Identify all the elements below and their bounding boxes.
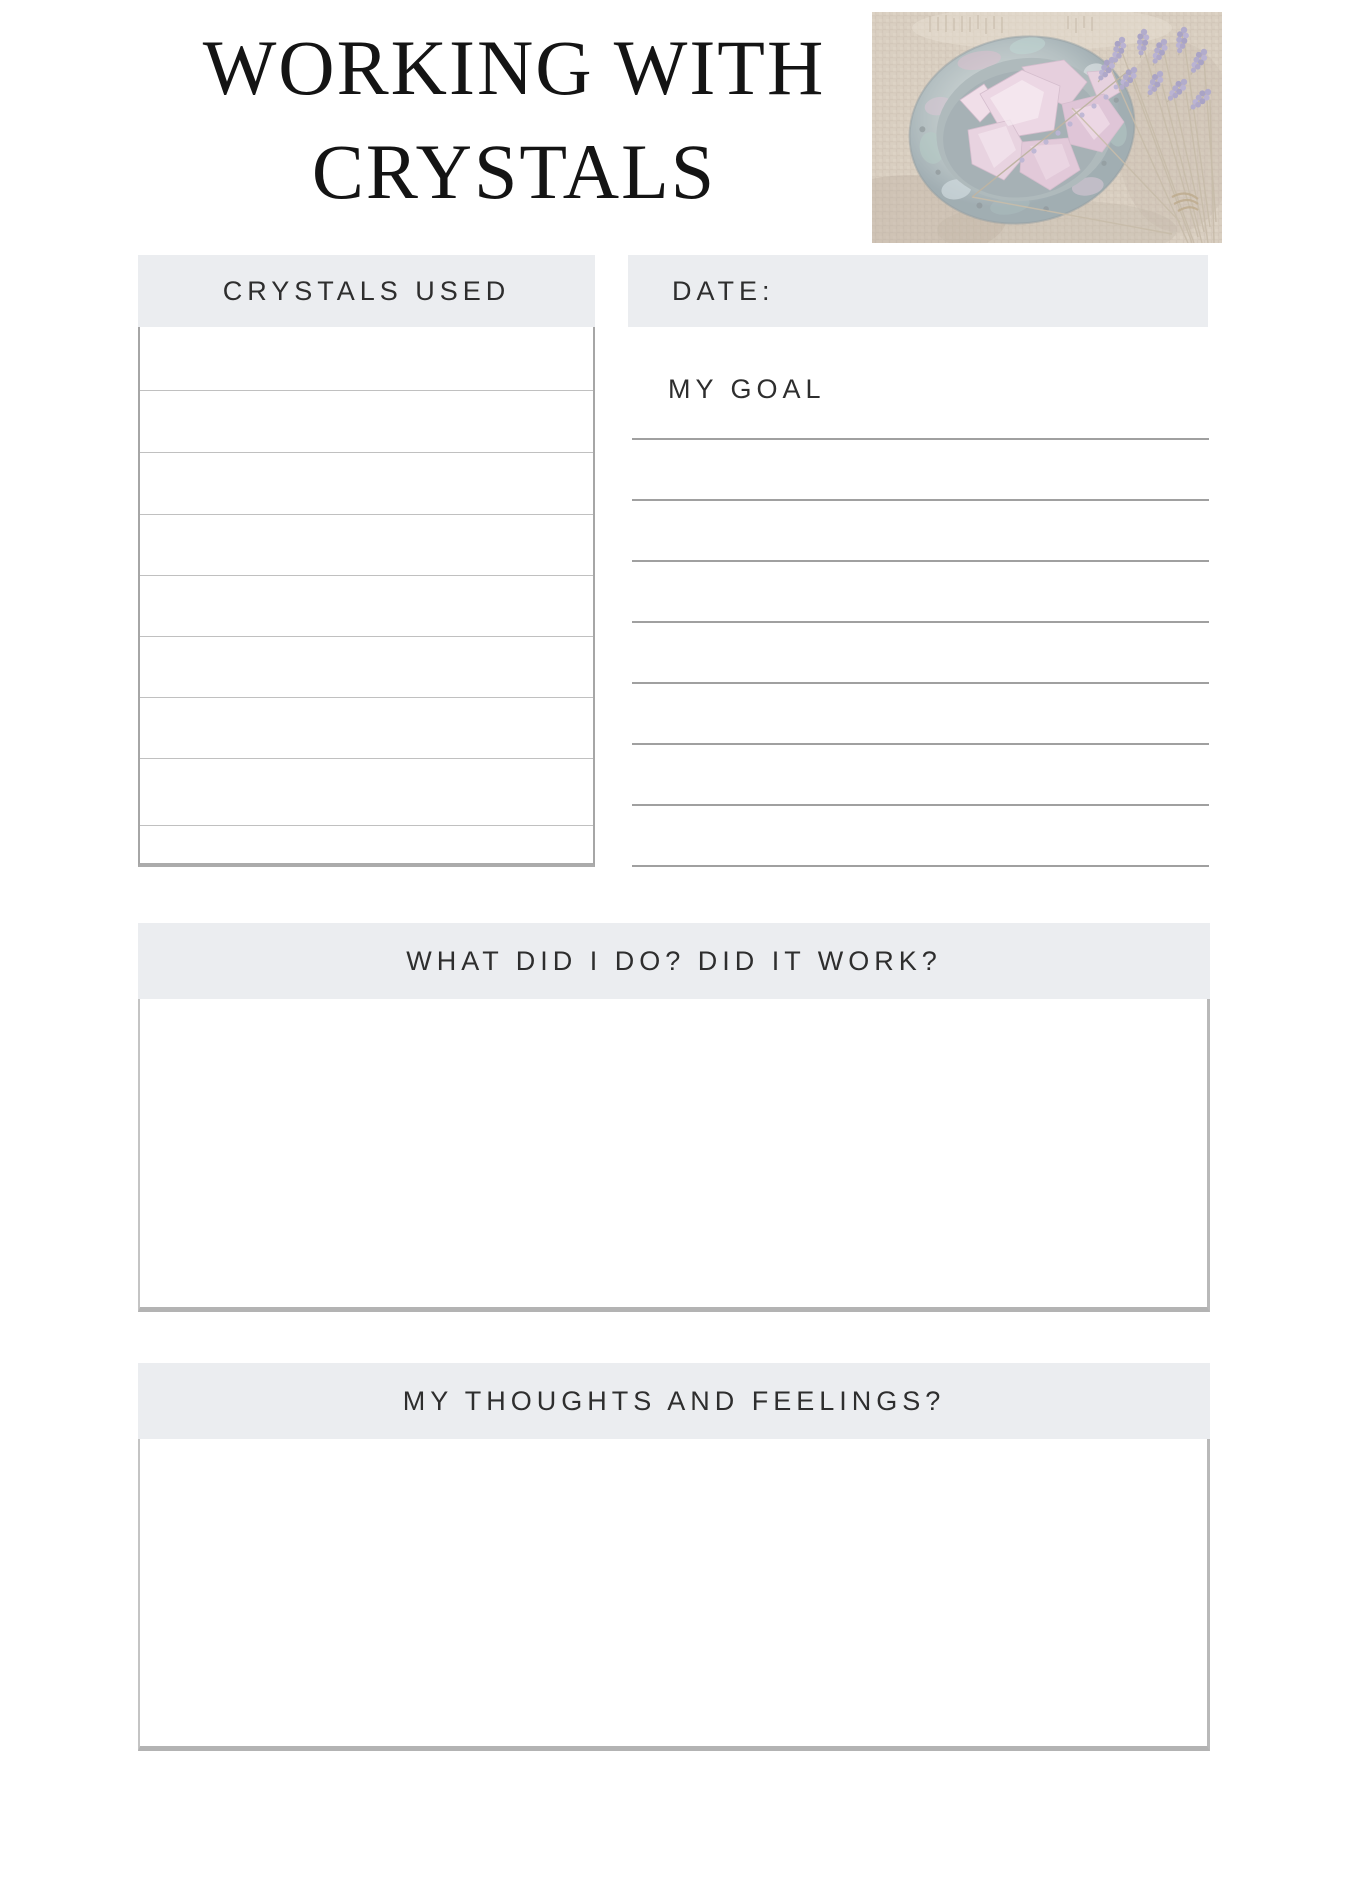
crystals-table-row: [140, 391, 593, 453]
thoughts-feelings-header-bar: [138, 1363, 1210, 1439]
crystals-used-header-bar: [138, 255, 595, 327]
goal-writing-line: [632, 806, 1209, 867]
goal-writing-line: [632, 440, 1209, 501]
goal-writing-line: [632, 684, 1209, 745]
goal-writing-line: [632, 623, 1209, 684]
crystals-table-row: [140, 453, 593, 515]
crystals-used-header-label: CRYSTALS USED: [222, 275, 511, 306]
crystals-table-row: [140, 698, 593, 759]
date-header-bar: [628, 255, 1208, 327]
crystals-table-row: [140, 637, 593, 698]
goal-writing-line: [632, 501, 1209, 562]
crystals-table-row: [140, 327, 593, 391]
page-title: [150, 16, 878, 224]
what-did-i-do-header-label: WHAT DID I DO? DID IT WORK?: [406, 945, 942, 976]
my-goal-lines: [632, 379, 1209, 867]
goal-writing-line: [632, 745, 1209, 806]
page-title-line2: CRYSTALS: [311, 128, 717, 215]
goal-writing-line: [632, 379, 1209, 440]
crystals-table-row: [140, 576, 593, 637]
crystals-table-row: [140, 759, 593, 826]
thoughts-feelings-answer-box: [138, 1439, 1210, 1751]
crystals-table-row: [140, 515, 593, 576]
what-did-i-do-answer-box: [138, 999, 1210, 1312]
photo-fade-overlay: [872, 12, 1222, 243]
goal-writing-line: [632, 562, 1209, 623]
crystals-used-table: [138, 327, 595, 867]
date-header-label: DATE:: [672, 275, 775, 306]
crystals-table-row: [140, 826, 593, 873]
header-photo: [872, 12, 1222, 243]
crystals-photo-illustration: [872, 12, 1222, 243]
what-did-i-do-header-bar: [138, 923, 1210, 999]
thoughts-feelings-header-label: MY THOUGHTS AND FEELINGS?: [402, 1385, 946, 1416]
my-goal-label: MY GOAL: [668, 374, 826, 404]
page-title-line1: WORKING WITH: [202, 24, 826, 111]
